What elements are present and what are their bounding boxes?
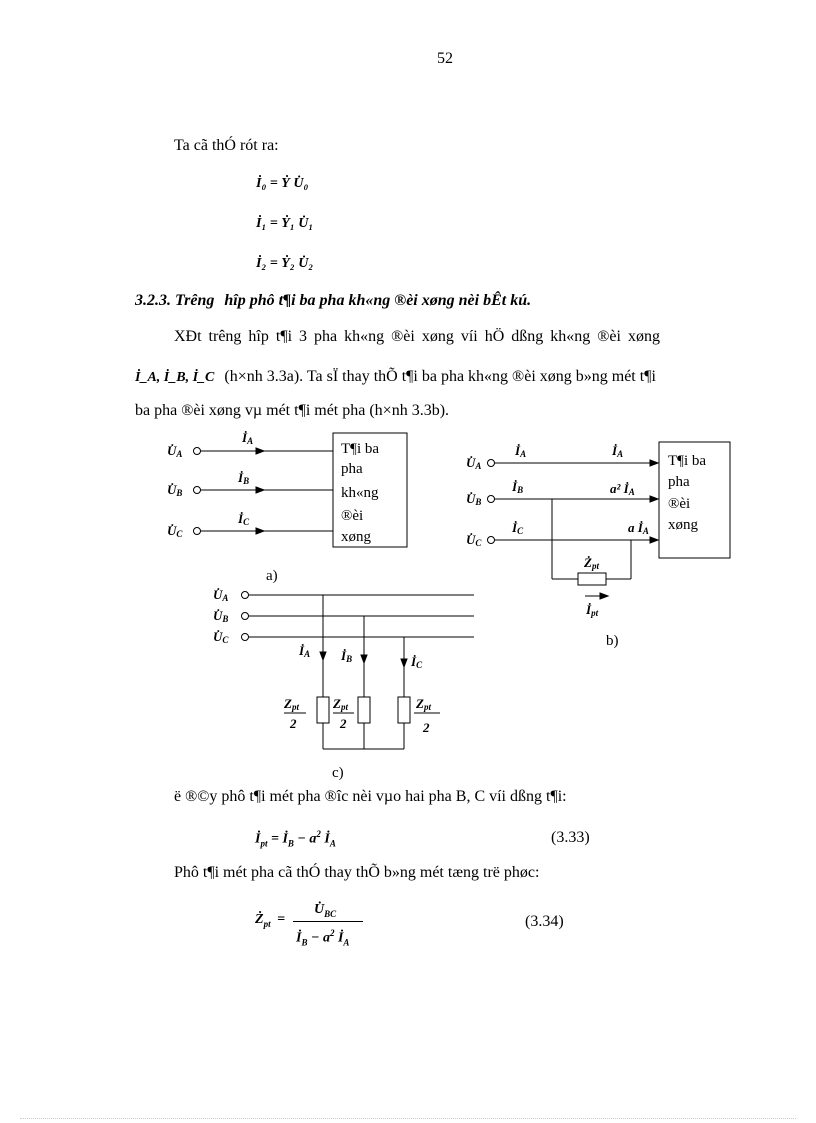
fig-b-voltage-b: U̇B	[466, 491, 482, 507]
equation-3-34-numerator: $U̇_{BC}$	[314, 902, 337, 919]
fig-c-voltage-c: U̇C	[213, 629, 229, 645]
fig-c-z2-den: 2	[340, 716, 347, 731]
fig-b-voltage-a: U̇A	[466, 455, 482, 471]
fig-c-z3: Zpt	[416, 696, 431, 712]
fig-b-box-line-1: T¶i ba	[668, 453, 707, 469]
fig-a-voltage-c: U̇C	[167, 523, 183, 539]
fig-c-current-b: İB	[341, 648, 353, 664]
fig-a-current-b: İB	[238, 470, 250, 486]
page-bottom-rule	[20, 1118, 796, 1119]
fig-a-voltage-a: U̇A	[167, 443, 183, 459]
fig-b-box-line-3: ®èi	[668, 496, 691, 512]
paragraph-1-line-2-text: (h×nh 3.3a). Ta sÏ thay thÕ t¶i ba pha kh«ng ®èi xøng b»ng mét t¶i	[224, 368, 656, 385]
equation-3-34-fraction-bar	[293, 921, 363, 922]
fig-c-voltage-a: U̇A	[213, 587, 229, 603]
fig-a-box-line-3: kh«ng	[341, 485, 379, 501]
fig-a-current-a: İA	[242, 430, 254, 446]
fig-a-current-c: İC	[238, 511, 250, 527]
section-heading-part-2: hîp phô t¶i ba pha kh«ng ®èi xøng nèi bÊt kú.	[224, 292, 532, 309]
fig-b-zpt-label: Żpt	[584, 555, 599, 571]
fig-c-label: c)	[332, 765, 344, 781]
fig-c-z2: Zpt	[333, 696, 348, 712]
fig-c-current-c: İC	[411, 654, 423, 670]
fig-b-voltage-c: U̇C	[466, 532, 482, 548]
equation-3: İ₂ = Ẏ₂ U̇₂	[256, 256, 314, 271]
paragraph-2: ë ®©y phô t¶i mét pha ®îc nèi vµo hai pha B, C víi dßng t¶i:	[174, 788, 567, 805]
fig-b-current-a: İA	[515, 443, 527, 459]
fig-a-box-line-2: pha	[341, 461, 363, 477]
equation-3-34-number: (3.34)	[525, 913, 564, 930]
figure-c	[242, 592, 475, 750]
fig-c-voltage-b: U̇B	[213, 608, 229, 624]
current-set-equation: İ_A, İ_B, İ_C	[135, 370, 215, 385]
paragraph-3: Phô t¶i mét pha cã thÓ thay thÕ b»ng mét tæng trë phøc:	[174, 864, 540, 881]
equation-3-33-number: (3.33)	[551, 829, 590, 846]
fig-a-box-line-1: T¶i ba	[341, 441, 380, 457]
equation-3-33: $İ_{pt}$ = $İ_B - a^2$ $İ_A$	[255, 829, 336, 849]
fig-b-box-line-2: pha	[668, 474, 690, 490]
fig-c-current-a: İA	[299, 643, 311, 659]
fig-b-inner-current-3: a İA	[628, 520, 649, 536]
fig-b-label: b)	[606, 633, 619, 649]
fig-c-z1-den: 2	[290, 716, 297, 731]
fig-b-ipt-label: İpt	[586, 602, 599, 618]
equation-2: İ₁ = Ẏ₁ U̇₁	[256, 216, 314, 231]
equation-3-34-denominator: $İ_B - a^2$ $İ_A$	[296, 928, 350, 948]
fig-b-inner-current-2: a² İA	[610, 481, 635, 497]
equation-1: İ₀ = Ẏ U̇₀	[256, 176, 309, 191]
intro-text: Ta cã thÓ rót ra:	[174, 137, 279, 154]
fig-b-inner-current-1: İA	[612, 443, 624, 459]
fig-a-voltage-b: U̇B	[167, 482, 183, 498]
fig-b-box-line-4: xøng	[668, 517, 698, 533]
equation-3-34-lhs: $Ż_{pt}$ =	[255, 912, 286, 929]
fig-a-box-line-5: xøng	[341, 529, 371, 545]
fig-b-current-c: İC	[512, 520, 524, 536]
fig-a-label: a)	[266, 568, 278, 584]
fig-b-current-b: İB	[512, 479, 524, 495]
paragraph-1-line-1: XÐt trêng hîp t¶i 3 pha kh«ng ®èi xøng víi hÖ dßng kh«ng ®èi xøng	[174, 328, 660, 345]
fig-a-box-line-4: ®èi	[341, 508, 364, 524]
fig-c-z1: Zpt	[284, 696, 299, 712]
section-heading-part-1: 3.2.3. Trêng	[135, 292, 215, 309]
fig-c-z3-den: 2	[423, 720, 430, 735]
page-number: 52	[437, 50, 453, 67]
paragraph-1-line-3: ba pha ®èi xøng vµ mét t¶i mét pha (h×nh 3.3b).	[135, 402, 450, 419]
